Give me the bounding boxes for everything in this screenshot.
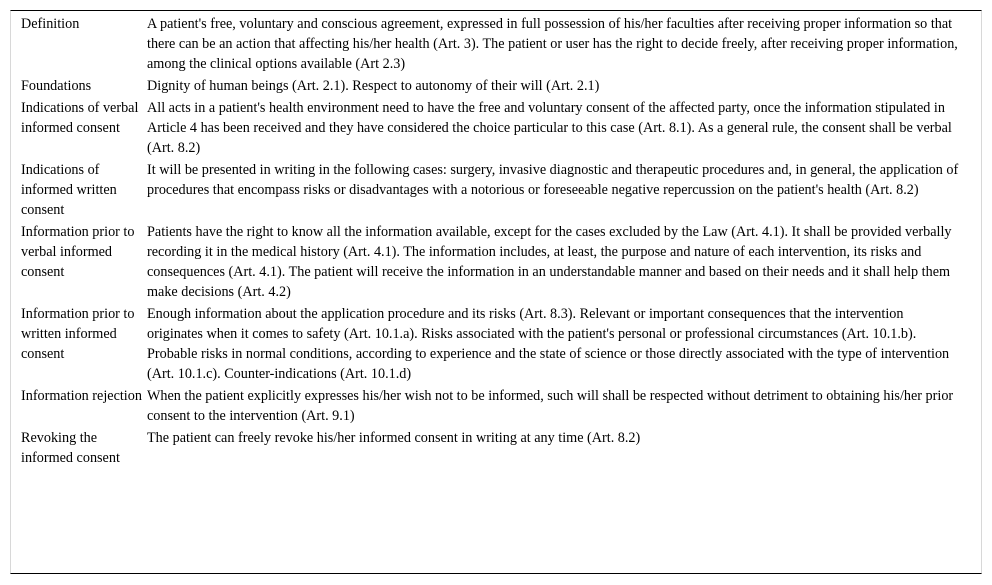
table-row-written-consent-indications (11, 160, 981, 222)
row-text-revoking-consent: The patient can freely revoke his/her informed consent in writing at any time (Art. 8.2) (147, 430, 641, 446)
row-text-foundations: Dignity of human beings (Art. 2.1). Respect to autonomy of their will (Art. 2.1) (147, 78, 600, 94)
row-label-info-prior-verbal: Information prior to verbal informed consent (21, 224, 135, 280)
informed-consent-table-container (10, 10, 982, 574)
table-row-info-prior-written (11, 304, 981, 386)
table-row-verbal-consent-indications (11, 98, 981, 160)
row-label-information-rejection: Information rejection (21, 388, 142, 404)
row-text-verbal-consent-indications: All acts in a patient's health environment need to have the free and voluntary consent of the affected party, once the information stipulated in Article 4 has been received and they have considered the choice particular to this case (Art. 8.1). As a general rule, the consent shall be verbal (Art. 8.2) (147, 100, 952, 156)
row-label-definition: Definition (21, 16, 80, 32)
table-row-info-prior-verbal (11, 222, 981, 304)
row-label-verbal-consent-indications: Indications of verbal informed consent (21, 100, 139, 136)
row-text-written-consent-indications: It will be presented in writing in the following cases: surgery, invasive diagnostic and therapeutic procedures and, in general, the application of procedures that encompass risks or disadvantages with a notorious or foreseeable negative repercussion on the patient's health (Art. 8.2) (147, 162, 959, 198)
row-text-definition: A patient's free, voluntary and conscious agreement, expressed in full possession of his/her faculties after receiving proper information so that there can be an action that affecting his/her health (Art. 3). The patient or user has the right to decide freely, after receiving proper information, among the clinical options available (Art 2.3) (147, 16, 958, 72)
table-row-information-rejection (11, 386, 981, 428)
row-label-foundations: Foundations (21, 78, 92, 94)
table-row-definition (11, 14, 981, 76)
row-label-info-prior-written: Information prior to written informed consent (21, 306, 135, 362)
row-text-info-prior-written: Enough information about the application procedure and its risks (Art. 8.3). Relevant or important consequences that the intervention originates when it comes to safety (Art. 10.1.a). Risks associated with the patient's personal or professional circumstances (Art. 10.1.b). Probable risks in normal conditions, according to experience and the state of science or those directly associated with the type of intervention (Art. 10.1.c). Counter-indications (Art. 10.1.d) (147, 306, 950, 382)
table-row-foundations (11, 76, 981, 98)
row-text-info-prior-verbal: Patients have the right to know all the information available, except for the cases excluded by the Law (Art. 4.1). It shall be provided verbally recording it in the medical history (Art. 4.1). The information includes, at least, the purpose and nature of each intervention, its risks and consequences (Art. 4.1). The patient will receive the information in an understandable manner and based on their needs and it shall help them make decisions (Art. 4.2) (147, 224, 952, 300)
row-label-written-consent-indications: Indications of informed written consent (21, 162, 117, 218)
row-label-revoking-consent: Revoking the informed consent (21, 430, 120, 466)
informed-consent-table (11, 14, 981, 470)
row-text-information-rejection: When the patient explicitly expresses his/her wish not to be informed, such will shall be respected without detriment to obtaining his/her prior consent to the intervention (Art. 9.1) (147, 388, 954, 424)
table-row-revoking-consent (11, 428, 981, 470)
